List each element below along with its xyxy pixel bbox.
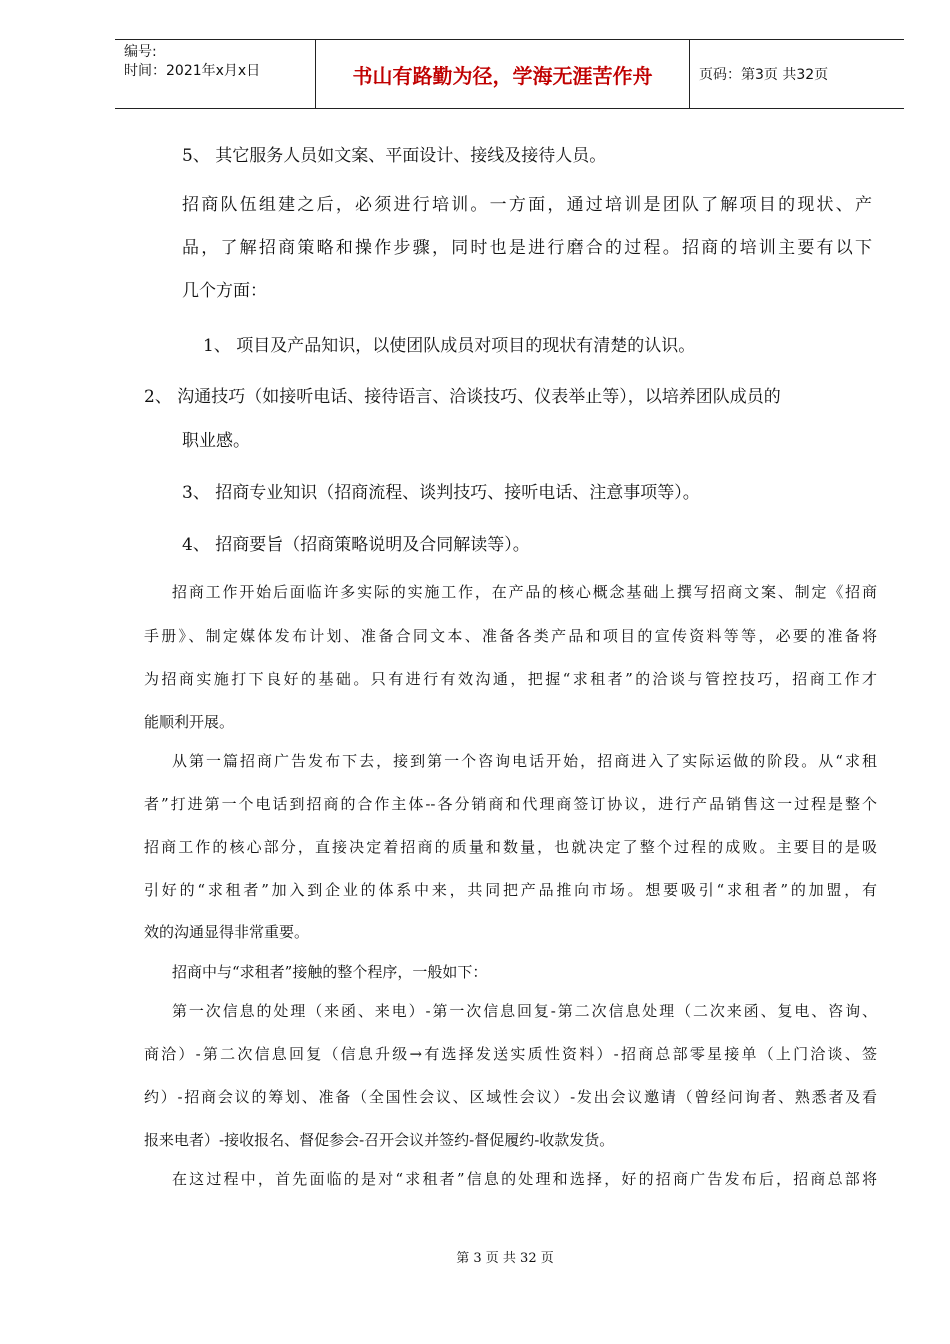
paragraph-3: 招商中与“求租者”接触的整个程序，一般如下： <box>172 963 488 981</box>
paragraph-4-line-4: 报来电者）-接收报名、督促参会-召开会议并签约-督促履约-收款发货。 <box>144 1131 615 1149</box>
document-header <box>115 39 904 109</box>
training-paragraph-line-3: 几个方面： <box>182 281 267 301</box>
training-paragraph-line-2: 品，了解招商策略和操作步骤，同时也是进行磨合的过程。招商的培训主要有以下 <box>182 238 872 258</box>
paragraph-1-line-3: 为招商实施打下良好的基础。只有进行有效沟通，把握“求租者”的洽谈与管控技巧，招商工作才 <box>144 670 877 688</box>
training-item-3: 3、 招商专业知识（招商流程、谈判技巧、接听电话、注意事项等）。 <box>182 483 700 503</box>
paragraph-1-line-4: 能顺利开展。 <box>144 713 235 731</box>
paragraph-1-line-2: 手册》、制定媒体发布计划、准备合同文本、准备各类产品和项目的宣传资料等等，必要的准备将 <box>144 627 877 645</box>
paragraph-5-line-1: 在这过程中，首先面临的是对“求租者”信息的处理和选择，好的招商广告发布后，招商总部将 <box>172 1170 877 1188</box>
paragraph-4-line-2: 商洽）-第二次信息回复（信息升级→有选择发送实质性资料）-招商总部零星接单（上门洽谈、签 <box>144 1045 877 1063</box>
header-motto: 书山有路勤为径，学海无涯苦作舟 <box>316 40 690 108</box>
paragraph-4-line-3: 约）-招商会议的筹划、准备（全国性会议、区域性会议）-发出会议邀请（曾经问询者、熟悉者及看 <box>144 1088 877 1106</box>
training-item-1: 1、 项目及产品知识，以使团队成员对项目的现状有清楚的认识。 <box>203 336 696 356</box>
training-paragraph-line-1: 招商队伍组建之后，必须进行培训。一方面，通过培训是团队了解项目的现状、产 <box>182 195 872 215</box>
paragraph-2-line-2: 者”打进第一个电话到招商的合作主体--各分销商和代理商签订协议，进行产品销售这一过程是整个 <box>144 795 877 813</box>
paragraph-2-line-1: 从第一篇招商广告发布下去，接到第一个咨询电话开始，招商进入了实际运做的阶段。从“求租 <box>172 752 877 770</box>
training-item-2-cont: 职业感。 <box>182 431 250 451</box>
header-meta-cell <box>115 40 316 108</box>
training-item-2: 2、 沟通技巧（如接听电话、接待语言、洽谈技巧、仪表举止等），以培养团队成员的 <box>144 387 781 407</box>
paragraph-2-line-4: 引好的“求租者”加入到企业的体系中来，共同把产品推向市场。想要吸引“求租者”的加盟，有 <box>144 881 877 899</box>
paragraph-4-line-1: 第一次信息的处理（来函、来电）-第一次信息回复-第二次信息处理（二次来函、复电、咨询、 <box>172 1002 877 1020</box>
paragraph-1-line-1: 招商工作开始后面临许多实际的实施工作，在产品的核心概念基础上撰写招商文案、制定《招商 <box>172 583 877 601</box>
header-page-info: 页码：第3页 共32页 <box>699 67 829 83</box>
document-time-label: 时间：2021年x月x日 <box>124 63 261 79</box>
paragraph-2-line-3: 招商工作的核心部分，直接决定着招商的质量和数量，也就决定了整个过程的成败。主要目的是吸 <box>144 838 877 856</box>
training-item-4: 4、 招商要旨（招商策略说明及合同解读等）。 <box>182 535 530 555</box>
document-number-label: 编号: <box>124 44 157 60</box>
page-footer: 第 3 页 共 32 页 <box>456 1251 554 1266</box>
list-item-5: 5、 其它服务人员如文案、平面设计、接线及接待人员。 <box>182 146 607 166</box>
paragraph-2-line-5: 效的沟通显得非常重要。 <box>144 923 310 941</box>
